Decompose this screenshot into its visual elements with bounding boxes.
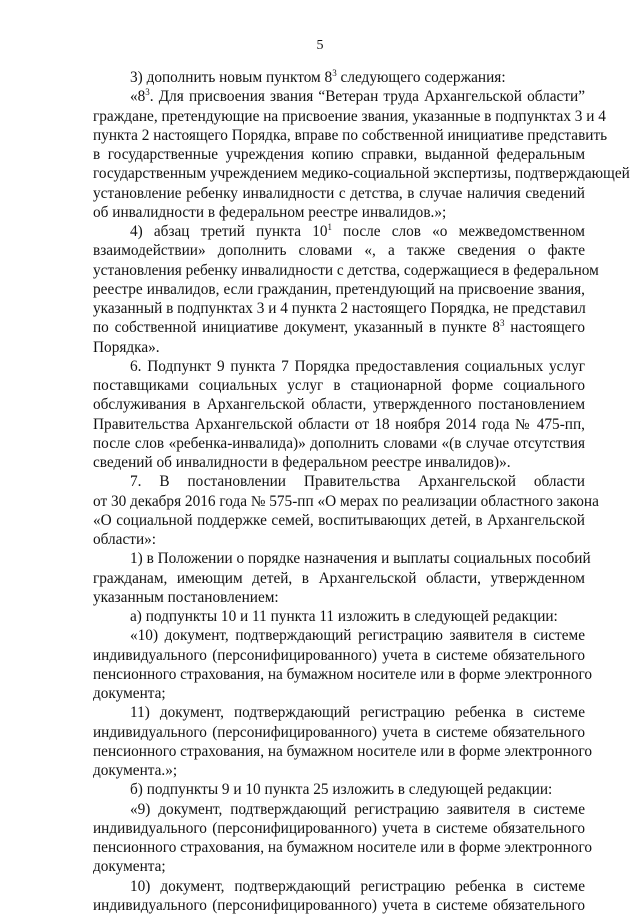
text-line bbox=[93, 299, 585, 318]
text-line-content: а) подпункты 10 и 11 пункта 11 изложить в следующей редакции: bbox=[130, 608, 558, 625]
text-line bbox=[93, 511, 585, 530]
text-line-content: 10) документ, подтверждающий регистрацию ребенка в системе bbox=[130, 877, 585, 895]
text-line-content: 7. В постановлении Правительства Архангельской области bbox=[130, 473, 585, 491]
text-line-content: 3) дополнить новым пунктом 8 bbox=[130, 69, 333, 86]
text-line-content: 11) документ, подтверждающий регистрацию ребенка в системе bbox=[130, 704, 585, 722]
text-line-content: в государственные учреждения копию справки, выданной федеральным bbox=[93, 146, 585, 163]
text-line bbox=[93, 164, 630, 183]
text-line-content: «О социальной поддержке семей, воспитывающих детей, в Архангельской bbox=[93, 511, 585, 529]
text-line-content: от 30 декабря 2016 года № 575-пп «О мерах по реализации областного закона bbox=[93, 492, 599, 510]
text-line-content: области»: bbox=[93, 531, 157, 548]
superscript-index: 3 bbox=[332, 68, 337, 78]
text-line-content: указанным постановлением: bbox=[93, 588, 279, 606]
text-line bbox=[93, 184, 585, 203]
text-line bbox=[93, 800, 585, 819]
text-line-content: гражданам, имеющим детей, в Архангельской области, утвержденном bbox=[93, 569, 585, 587]
text-line bbox=[93, 742, 593, 761]
text-line bbox=[93, 569, 585, 588]
text-line bbox=[93, 280, 585, 299]
text-line-content: поставщиками социальных услуг в стационарной форме социального bbox=[93, 377, 585, 394]
text-line-content: государственным учреждением медико-социальной экспертизы, подтверждающей bbox=[93, 165, 630, 183]
page-number: 5 bbox=[316, 38, 324, 53]
text-line bbox=[93, 261, 599, 280]
text-line bbox=[93, 896, 585, 915]
text-line-content: обслуживания в Архангельской области, утвержденного постановлением bbox=[93, 396, 585, 414]
text-line bbox=[93, 203, 585, 222]
text-line bbox=[93, 723, 585, 742]
text-line-content: реестре инвалидов, если гражданин, претендующий на присвоение звания, bbox=[93, 280, 585, 298]
text-line-content: документа; bbox=[93, 685, 166, 702]
text-line bbox=[93, 530, 585, 549]
text-line-content: установления ребенку инвалидности с детства, содержащиеся в федеральном bbox=[93, 261, 599, 279]
text-line bbox=[93, 492, 599, 511]
text-line bbox=[93, 222, 585, 241]
text-line bbox=[93, 241, 585, 260]
text-line-content: указанный в подпунктах 3 и 4 пункта 2 настоящего Порядка, не представил bbox=[93, 300, 586, 317]
text-line-content: установление ребенку инвалидности с детства, в случае наличия сведений bbox=[93, 184, 585, 202]
text-line-content: пенсионного страхования, на бумажном носителе или в форме электронного bbox=[93, 742, 593, 760]
text-line-content: документа.»; bbox=[93, 762, 178, 779]
text-line-content: индивидуального (персонифицированного) учета в системе обязательного bbox=[93, 896, 585, 914]
text-line bbox=[93, 107, 606, 126]
text-line-content: 6. Подпункт 9 пункта 7 Порядка предоставления социальных услуг bbox=[130, 357, 585, 375]
text-line bbox=[93, 318, 585, 337]
text-line bbox=[93, 607, 585, 626]
text-line bbox=[93, 761, 585, 780]
text-line-content: об инвалидности в федеральном реестре инвалидов.»; bbox=[93, 203, 447, 221]
text-line bbox=[93, 87, 585, 106]
text-line-content: индивидуального (персонифицированного) учета в системе обязательного bbox=[93, 723, 585, 741]
text-line bbox=[93, 434, 585, 453]
text-line-content: «8 bbox=[130, 88, 146, 106]
superscript-index: 1 bbox=[327, 222, 332, 232]
text-line bbox=[93, 877, 585, 896]
text-line-content: 1) в Положении о порядке назначения и выплаты социальных пособий bbox=[130, 550, 591, 568]
text-line-content: «9) документ, подтверждающий регистрацию заявителя в системе bbox=[130, 800, 585, 818]
text-line bbox=[93, 357, 585, 376]
text-line-content: индивидуального (персонифицированного) учета в системе обязательного bbox=[93, 646, 585, 664]
text-line bbox=[93, 857, 585, 876]
text-line-content: взаимодействии» дополнить словами «, а также сведения о факте bbox=[93, 242, 585, 260]
text-line-continuation: после слов «о межведомственном bbox=[332, 223, 585, 240]
text-line-content: б) подпункты 9 и 10 пункта 25 изложить в следующей редакции: bbox=[130, 781, 553, 799]
text-line-content: индивидуального (персонифицированного) учета в системе обязательного bbox=[93, 819, 585, 837]
text-line bbox=[93, 549, 591, 568]
text-line-content: по собственной инициативе документ, указанный в пункте 8 bbox=[93, 319, 500, 337]
superscript-index: 3 bbox=[500, 318, 505, 329]
superscript-index: 3 bbox=[145, 87, 150, 98]
text-line bbox=[93, 703, 585, 722]
text-line bbox=[93, 338, 585, 357]
text-line bbox=[93, 453, 585, 472]
text-line bbox=[93, 838, 593, 857]
text-line-continuation: . Для присвоения звания “Ветеран труда Архангельской области” bbox=[149, 88, 585, 106]
text-line-continuation: следующего содержания: bbox=[336, 69, 506, 86]
text-line bbox=[93, 145, 585, 164]
text-line bbox=[93, 395, 585, 414]
text-line bbox=[93, 472, 585, 491]
text-line bbox=[93, 780, 585, 799]
text-line-content: граждане, претендующие на присвоение звания, указанные в подпунктах 3 и 4 bbox=[93, 107, 606, 125]
text-line-content: документа; bbox=[93, 858, 166, 876]
text-line bbox=[93, 646, 585, 665]
text-line bbox=[93, 588, 585, 607]
text-line bbox=[93, 819, 585, 838]
text-line bbox=[93, 68, 585, 87]
text-line bbox=[93, 665, 593, 684]
text-line bbox=[93, 684, 585, 703]
text-line-content: Правительства Архангельской области от 18 ноября 2014 года № 475-пп, bbox=[93, 415, 585, 433]
text-line-content: 4) абзац третий пункта 10 bbox=[130, 223, 328, 240]
text-line bbox=[93, 626, 585, 645]
text-line-content: пенсионного страхования, на бумажном носителе или в форме электронного bbox=[93, 839, 593, 856]
text-line-content: Порядка». bbox=[93, 338, 160, 356]
text-line bbox=[93, 376, 585, 395]
text-line-content: «10) документ, подтверждающий регистрацию заявителя в системе bbox=[130, 627, 585, 645]
text-line-content: пенсионного страхования, на бумажном носителе или в форме электронного bbox=[93, 665, 593, 683]
document-body bbox=[93, 68, 630, 915]
text-line bbox=[93, 415, 585, 434]
text-line-content: сведений об инвалидности в федеральном реестре инвалидов)». bbox=[93, 454, 511, 471]
text-line-content: пункта 2 настоящего Порядка, вправе по собственной инициативе представить bbox=[93, 126, 608, 144]
text-line-content: после слов «ребенка-инвалида)» дополнить словами «(в случае отсутствия bbox=[93, 434, 585, 452]
text-line-continuation: настоящего bbox=[504, 319, 585, 337]
text-line bbox=[93, 126, 608, 145]
